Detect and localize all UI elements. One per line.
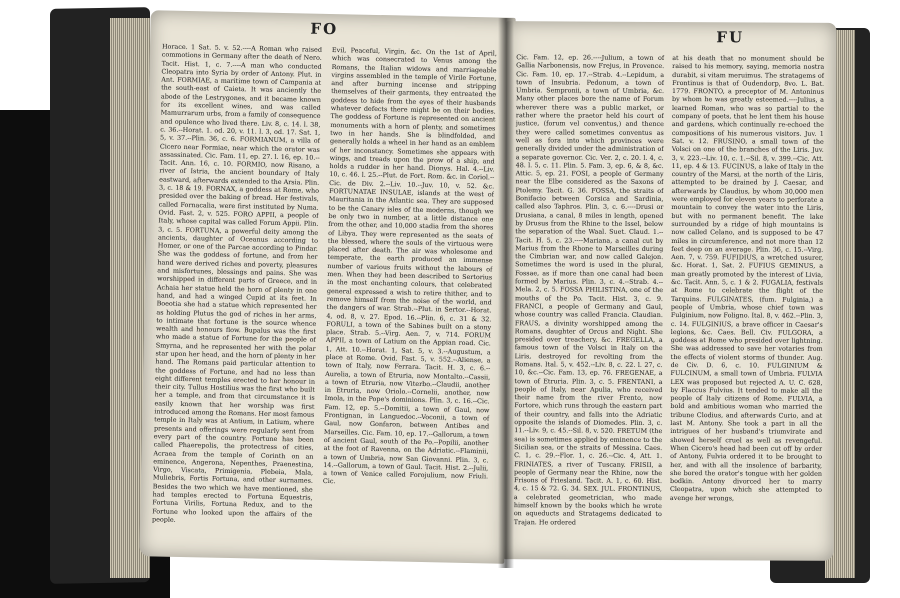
right-page-column-1 (514, 53, 665, 554)
left-page (139, 10, 515, 564)
right-page-column-2 (670, 54, 825, 555)
left-col2-text: Evil, Peaceful, Virgin, &c. On the 1st of April, which was consecrated to Venus among the Romans, the Italian widows and marriageable virgins assembled in the temple of Virile Fortune, and after burning incense and stripping themselves of their garments, they entreated the goddess to hide from the eyes of their husbands whatever defects there might be on their bodies. The goddess of Fortune is represented on ancient monuments with a horn of plenty, and sometimes two in her hands. She is blindfolded, and generally holds a wheel in her hand as an emblem of her inconstancy. Sometimes she appears with wings, and treads upon the prow of a ship, and holds a rudder in her hand. Dionys. Hal. 4.--Liv. 10, c. 46. l. 25.--Plut. de Fort. Rom. &c. in Coriol.--Cic. de Div. 2.--Liv. 10.--Juv. 10, v. 52. &c. FORTUNATAE INSULAE, islands at the west of Mauritania in the Atlantic sea. They are supposed to be the Canary isles of the moderns, though we be only two in number, at a little distance one from the other, and 10,000 stadia from the shores of Libya. They were represented as the seats of the blessed, where the souls of the virtuous were placed after death. The air was wholesome and temperate, the earth produced an immense number of various fruits without the labours of men. When they had been described to Sertorius in the most enchanting colours, that celebrated general expressed a wish to retire thither, and to remove himself from the noise of the world, and the dangers of war. Strab.--Plut. in Sertor.--Horat. 4, od. 8, v. 27. Epod. 16.--Plin. 6, c. 31 & 32. FORULI, a town of the Sabines built on a stony place. Strab. 5.--Virg. Aen. 7, v. 714. FORUM APPII, a town of Latium on the Appian road. Cic. 1, Att. 10.--Horat. 1, Sat. 5, v. 3.--Augustum, a place at Rome. Ovid. Fast. 5, v. 552.--Aliense, a town of Italy, now Ferrara. Tacit. H. 3, c. 6.--Aurelia, a town of Etruria, now Montalto.--Cassii, a town of Etruria, now Viterbo.--Claudii, another in Etruria, now Oriolo.--Cornelii, another, now Imola, in the Pope's dominions. Plin. 3, c. 16.--Cic. Fam. 12, ep. 5.--Domitii, a town of Gaul, now Frontignan, in Languedoc.--Voconii, a town of Gaul, now Gonfaron, between Antibes and Marseilles. Cic. Fam. 10, ep. 17.--Gallorum, a town of ancient Gaul, south of the Po.--Popilii, another at the foot of Ravenna, on the Adriatic.--Flaminii, a town of Umbria, now San Giovanni. Plin. 3, c. 14.--Gallorum, a town of Gaul. Tacit. Hist. 2.--Julii, a town of Venice called Forojulium, now Friuli. Cic. (322, 46, 498, 486)
left-running-header: FO (310, 19, 339, 39)
right-running-header: FU (716, 28, 745, 47)
right-page (504, 21, 837, 561)
book-gutter (498, 18, 514, 568)
open-book (50, 8, 870, 590)
right-col1-text: Cic. Fam. 12, ep. 26.----Julium, a town of Gallia Narbonensis, now Frejus, in Provence. Cic. Fam. 10, ep. 17.--Strab. 4.--Lepidum, a town of Insubria. Pedonum, a town of Umbria. Sempronii, a town of Umbria, &c. Many other places bore the name of Forum wherever there was a public market, or rather where the praetor held his court of justice, (forum vel conventus,) and thence they were called sometimes conventus as well as fora into which provinces were generally divided under the administration of a separate governor. Cic. Ver. 2, c. 20. l. 4, c. 48. l. 5, c. 11. Plin. 5. Fam. 3, ep. 6, & 8, &c. Attic. 5, ep. 21. FOSI, a people of Germany near the Elbe considered as the Saxons of Ptolemy. Tacit. G. 36. FOSSA, the straits of Bonifacio between Corsica and Sardinia, called also Taphros. Plin. 3, c. 6.----Drusi or Drusiana, a canal, 8 miles in length, opened by Drusus from the Rhine to the Issel, below the separation of the Waal. Suet. Claud. 1.--Tacit. H. 5, c. 23.----Mariana, a canal cut by Marius from the Rhone to Marseilles during the Cimbrian war, and now called Galejon. Sometimes the word is used in the plural, Fossae, as if more than one canal had been formed by Marius. Plin. 3, c. 4.--Strab. 4.--Mela. 2, c. 5. FOSSA PHILISTINA, one of the mouths of the Po. Tacit. Hist. 3, c. 9. FRANCI, a people of Germany and Gaul, whose country was called Francia. Claudian. FRAUS, a divinity worshipped among the Romans, daughter of Orcus and Night. She presided over treachery, &c. FREGELLA, a famous town of the Volsci in Italy on the Liris, destroyed for revolting from the Romans. Ital. 5, v. 452.--Liv. 8, c. 22. l. 27, c. 10, &c.--Cic. Fam. 13, ep. 76. FREGENAE, a town of Etruria. Plin. 3, c. 5. FRENTANI, a people of Italy, near Apulia, who received their name from the river Frento, now Fortore, which runs through the eastern part of their country, and falls into the Adriatic opposite the islands of Diomedes. Plin. 3, c. 11.--Liv. 9, c. 45.--Sil. 8, v. 520. FRETUM (the sea) is sometimes applied by eminence to the Sicilian sea, or the straits of Messina. Caes. C. 1, c. 29.--Flor. 1, c. 26.--Cic. 4, Att. 1. FRINIATES, a river of Tuscany. FRISII, a people of Germany near the Rhine, now the Frisons of Friesland. Tacit. A. 1, c. 60. Hist. 4, c. 15 & 72. G. 34. SEX. JUL. FRONTINUS, a celebrated geometrician, who made himself known by the books which he wrote on aqueducts and Stratagems dedicated to Trajan. He ordered (513, 53, 665, 527)
left-page-column-1 (151, 42, 322, 553)
right-col2-text: at his death that no monument should be raised to his memory, saying, memoria nostra durabit, si vitam meruimus. The stratagems of Frontinus is that of Oudendorp, 8vo. L. Bat. 1779. FRONTO, a preceptor of M. Antoninus by whom he was greatly esteemed.----Julius, a learned Roman, who was so partial to the company of poets, that he lent them his house and gardens, which continually re-echoed the compositions of his numerous visitors. Juv. 1 Sat. v. 12. FRUSINO, a small town of the Volsci on one of the branches of the Liris. Juv. 3, v. 223.--Liv. 10, c. 1.--Sil. 8, v. 399.--Cic. Att. 11, ep. 4 & 13. FUCINUS, a lake of Italy in the country of the Marsi, at the north of the Liris, attempted to be drained by J. Caesar, and afterwards by Claudius, by whom 30,000 men were employed for eleven years to perforate a mountain to convey the water into the Liris, but with no permanent benefit. The lake surrounded by a ridge of high mountains is now called Celano, and is supposed to be 47 miles in circumference, and not more than 12 feet deep on an average. Plin. 36, c. 15.--Virg. Aen. 7, v. 759. FUFIDIUS, a wretched usurer, &c. Horat. 1, Sat. 2. FUFIUS GEMINUS, a man greatly promoted by the interest of Livia, &c. Tacit. Ann. 5, c. 1 & 2. FUGALIA, festivals at Rome to celebrate the flight of the Tarquins. FULGINATES, (fum. Fulginia,) a people of Umbria, whose chief town was Fulginium, now Foligno. Ital. 8, v. 462.--Plin. 3, c. 14. FULGINIUS, a brave officer in Caesar's legions, &c. Caes. Bell. Civ. FULGORA, a goddess at Rome who presided over lightning. She was addressed to save her votaries from the effects of violent storms of thunder. Aug. de Civ. D. 6, c. 10. FULGINIUM & FULCINUM, a small town of Umbria. FULVIA LEX was proposed but rejected A. U. C. 628, by Flaccus Fulvius. It tended to make all the people of Italy citizens of Rome. FULVIA, a bold and ambitious woman who married the tribune Clodius, and afterwards Curio, and at last M. Antony. She took a part in all the intrigues of her husband's triumvirate and showed herself cruel as well as revengeful. When Cicero's head had been cut off by order of Antony, Fulvia ordered it to be brought to her, and with all the insolence of barbarity, she bored the orator's tongue with her golden bodkin. Antony divorced her to marry Cleopatra, upon which she attempted to avenge her wrongs, (669, 54, 825, 503)
left-col1-text: Horace. 1 Sat. 5. v. 52.----A Roman who raised commotions in Germany after the death of Nero. Tacit. Hist. 1, c. 7.----A man who conducted Cleopatra into Syria by order of Antony. Plut. in Ant. FORMIAE, a maritime town of Campania at the south-east of Caieta. It was anciently the abode of the Lestrygones, and it became known for its excellent wines, and was called Mamurrarum urbs, from a family of consequence and opulence who lived there. Liv. 8, c. 14. l. 38, c. 36.--Horat. 1. od. 20, v. 11. l. 3, od. 17. Sat. 1, 5, v. 37.--Plin. 36, c. 6. FORMIANUM, a villa of Cicero near Formiae, near which the orator was assassinated. Cic. Fam. 11, ep. 27. l. 16, ep. 10.--Tacit. Ann. 16, c. 10. FORMIO, now Risano, a river of Istria, the ancient boundary of Italy eastward, afterwards extended to the Arsia. Plin. 3, c. 18 & 19. FORNAX, a goddess at Rome, who presided over the baking of bread. Her festivals, called Fornacalia, were first instituted by Numa. Ovid. Fast. 2, v. 525. FORO APPII, a people of Italy, whose capital was called Forum Appii. Plin. 3, c. 5. FORTUNA, a powerful deity among the ancients, daughter of Oceanus according to Homer, or one of the Parcae according to Pindar. She was the goddess of fortune, and from her hand were derived riches and poverty, pleasures and misfortunes, blessings and pains. She was worshipped in different parts of Greece, and in Achaia her statue held the horn of plenty in one hand, and had a winged Cupid at its feet. In Boeotia she had a statue which represented her as holding Plutus the god of riches in her arms, to intimate that fortune is the source whence wealth and honours flow. Bupalus was the first who made a statue of Fortune for the people of Smyrna, and he represented her with the polar star upon her head, and the horn of plenty in her hand. The Romans paid particular attention to the goddess of Fortune, and had no less than eight different temples erected to her honour in their city. Tullus Hostilius was the first who built her a temple, and from that circumstance it is easily known that her worship was first introduced among the Romans. Her most famous temple in Italy was at Antium, in Latium, where presents and offerings were regularly sent from every part of the country. Fortune has been called Phaerepolis, the protectress of cities, Acraea from the temple of Corinth on an eminence, Angerona, Nepenthes, Praenestina, Virgo, Viscata, Primigenia, Plebeia, Mala, Muliebris, Fortis Fortuna, and other surnames. Besides the two which we have mentioned, she had temples erected to Fortuna Equestris, Fortuna Virilis, Fortuna Redux, and to the Fortune who looked upon the affairs of the people. (152, 42, 323, 524)
left-page-column-2 (321, 46, 497, 557)
